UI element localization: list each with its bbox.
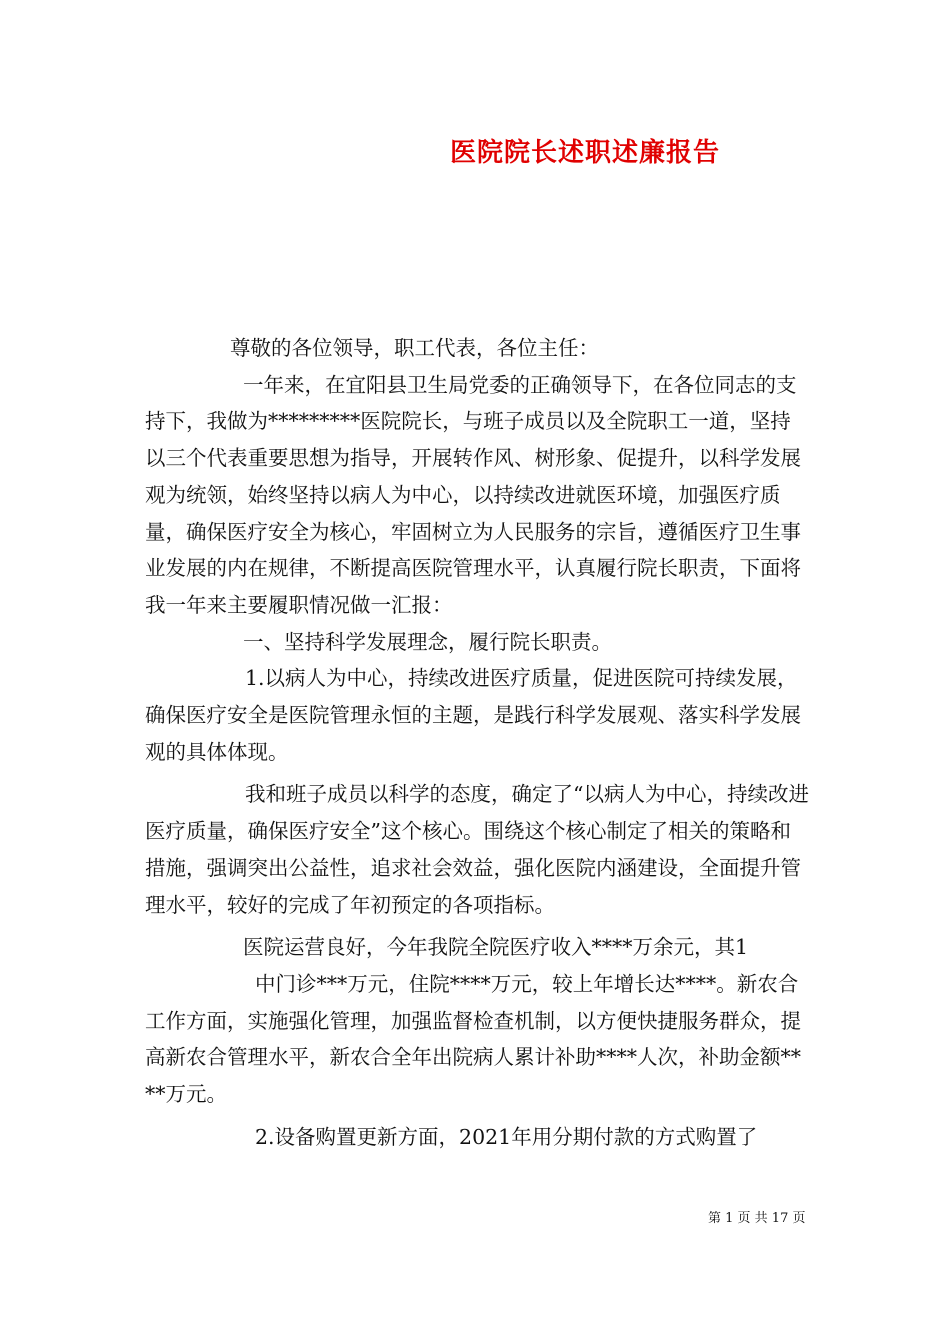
paragraph-operations-cont: 中门诊***万元，住院****万元，较上年增长达****。新农合工作方面，实施强化管理，加强监督检查机制，以方便快捷服务群众，提高新农合管理水平，新农合全年出院病人累计补助****人次，补助金额****万元。	[145, 971, 801, 1107]
paragraph-core: 我和班子成员以科学的态度，确定了“以病人为中心，持续改进医疗质量，确保医疗安全”这个核心。围绕这个核心制定了相关的策略和措施，强调突出公益性，追求社会效益，强化医院内涵建设，全面提升管理水平，较好的完成了年初预定的各项指标。	[145, 782, 809, 917]
salutation: 尊敬的各位领导，职工代表，各位主任：	[230, 336, 599, 360]
document-body	[145, 330, 810, 1155]
page-number: 第 1 页 共 17 页	[708, 1211, 806, 1226]
paragraph-item-1: 1.以病人为中心，持续改进医疗质量，促进医院可持续发展，确保医疗安全是医院管理永恒的主题，是践行科学发展观、落实科学发展观的具体体现。	[145, 666, 801, 764]
paragraph-operations: 医院运营良好，今年我院全院医疗收入****万余元，其1	[243, 935, 749, 960]
paragraph-item-2: 2.设备购置更新方面，2021年用分期付款的方式购置了	[255, 1124, 758, 1149]
document-title: 医院院长述职述廉报告	[450, 138, 721, 168]
section-heading-1: 一、坚持科学发展理念，履行院长职责。	[243, 629, 612, 654]
paragraph-intro: 一年来，在宜阳县卫生局党委的正确领导下，在各位同志的支持下，我做为*********医院院长，与班子成员以及全院职工一道，坚持以三个代表重要思想为指导，开展转作风、树形象、促提升，以科学发展观为统领，始终坚持以病人为中心，以持续改进就医环境，加强医疗质量，确保医疗安全为核心，牢固树立为人民服务的宗旨，遵循医疗卫生事业发展的内在规律，不断提高医院管理水平，认真履行院长职责，下面将我一年来主要履职情况做一汇报：	[145, 372, 801, 617]
